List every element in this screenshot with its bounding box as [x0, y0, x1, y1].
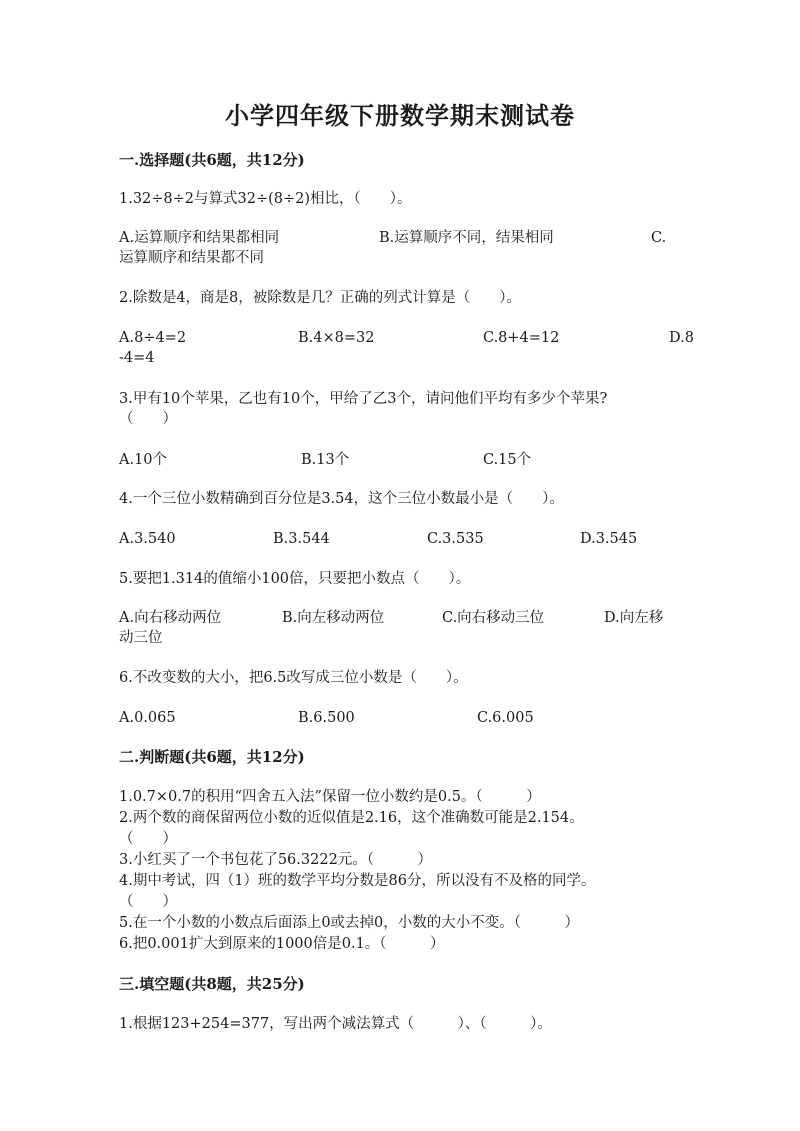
judge-item-2: 2.两个数的商保留两位小数的近似值是2.16，这个准确数可能是2.154。	[119, 810, 584, 826]
q3-option-c: C.15个	[483, 452, 532, 468]
q3-stem-cont: （ ）	[119, 411, 177, 427]
q2-option-c: C.8+4=12	[483, 330, 560, 346]
q6-option-a: A.0.065	[119, 710, 176, 726]
q4-option-d: D.3.545	[580, 531, 638, 547]
section2-heading: 二.判断题(共6题，共12分)	[119, 748, 305, 766]
q2-stem: 2.除数是4，商是8，被除数是几？正确的列式计算是（ ）。	[119, 290, 522, 306]
q4-option-a: A.3.540	[119, 531, 176, 547]
q5-option-b: B.向左移动两位	[282, 610, 385, 626]
q5-option-d: D.向左移	[604, 610, 664, 626]
q4-option-b: B.3.544	[273, 531, 330, 547]
q1-option-b: B.运算顺序不同，结果相同	[379, 230, 554, 246]
q4-option-c: C.3.535	[427, 531, 484, 547]
q3-option-a: A.10个	[119, 452, 168, 468]
judge-item-4: 4.期中考试，四（1）班的数学平均分数是86分，所以没有不及格的同学。	[119, 873, 596, 889]
fill-q1: 1.根据123+254=377，写出两个减法算式（ ）、（ ）。	[119, 1016, 552, 1032]
q2-option-d-cont: -4=4	[119, 350, 155, 366]
q5-stem: 5.要把1.314的值缩小100倍，只要把小数点（ ）。	[119, 571, 471, 587]
q5-option-a: A.向右移动两位	[119, 610, 222, 626]
q2-option-d: D.8	[669, 330, 694, 346]
q6-option-c: C.6.005	[477, 710, 534, 726]
judge-item-1: 1.0.7×0.7的积用“四舍五入法”保留一位小数约是0.5。（ ）	[119, 789, 541, 805]
q6-stem: 6.不改变数的大小，把6.5改写成三位小数是（ ）。	[119, 670, 468, 686]
q2-option-b: B.4×8=32	[298, 330, 375, 346]
section1-heading: 一.选择题(共6题，共12分)	[119, 151, 305, 169]
q2-option-a: A.8÷4=2	[119, 330, 187, 346]
q1-option-a: A.运算顺序和结果都相同	[119, 230, 280, 246]
q5-option-d-cont: 动三位	[119, 630, 163, 646]
judge-item-2-cont: （ ）	[119, 831, 177, 847]
q3-stem: 3.甲有10个苹果，乙也有10个，甲给了乙3个，请问他们平均有多少个苹果?	[119, 391, 608, 407]
judge-item-3: 3.小红买了一个书包花了56.3222元。（ ）	[119, 852, 433, 868]
q1-option-c-cont: 运算顺序和结果都不同	[119, 250, 264, 266]
q5-option-c: C.向右移动三位	[442, 610, 545, 626]
q4-stem: 4.一个三位小数精确到百分位是3.54，这个三位小数最小是（ ）。	[119, 491, 564, 507]
judge-item-5: 5.在一个小数的小数点后面添上0或去掉0，小数的大小不变。（ ）	[119, 915, 580, 931]
q1-option-c: C.	[651, 230, 667, 246]
q6-option-b: B.6.500	[298, 710, 355, 726]
q3-option-b: B.13个	[301, 452, 350, 468]
section3-heading: 三.填空题(共8题，共25分)	[119, 975, 305, 993]
judge-item-4-cont: （ ）	[119, 894, 177, 910]
judge-item-6: 6.把0.001扩大到原来的1000倍是0.1。（ ）	[119, 936, 445, 952]
q1-stem: 1.32÷8÷2与算式32÷(8÷2)相比，（ ）。	[119, 191, 412, 207]
page-title: 小学四年级下册数学期末测试卷	[225, 101, 575, 130]
